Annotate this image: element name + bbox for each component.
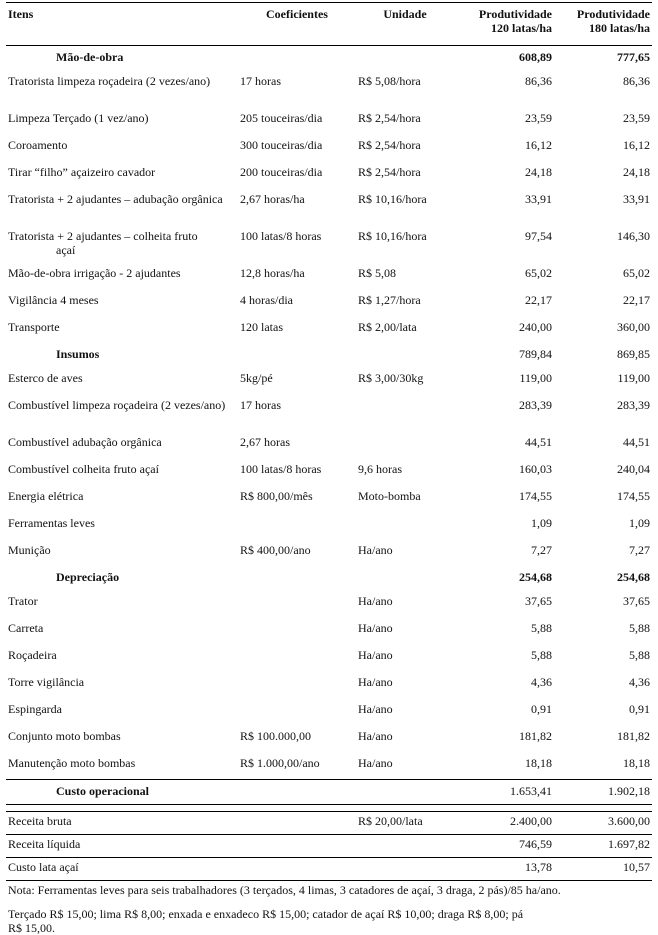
item-cell: Mão-de-obra irrigação - 2 ajudantes: [8, 266, 181, 280]
table-row: [6, 161, 652, 188]
table-row: [6, 590, 652, 617]
value-180-cell: 0,91: [629, 702, 650, 716]
section-value-180: 777,65: [617, 50, 650, 64]
section-label: Depreciação: [56, 570, 120, 584]
receita-bruta-label: Receita bruta: [6, 812, 356, 835]
custo-lata-180: 10,57: [554, 858, 652, 881]
value-120-cell: 65,02: [525, 266, 552, 280]
item-cell: Roçadeira: [8, 648, 57, 662]
coef-cell: R$ 100.000,00: [240, 729, 312, 743]
unid-cell: R$ 5,08: [358, 266, 397, 280]
item-text-continued: açaí: [56, 243, 76, 257]
header-prod2-line2: 180 latas/ha: [588, 21, 650, 35]
table-row: [6, 512, 652, 539]
note-line-2: Terçado R$ 15,00; lima R$ 8,00; enxada e enxadeco R$ 15,00; catador de açaí R$ 10,00; draga R$ 8,00; pá: [8, 907, 524, 921]
item-cell: Munição: [8, 543, 51, 557]
item-cell: Trator: [8, 594, 38, 608]
table-header-row: [6, 3, 652, 46]
coef-cell: [238, 617, 356, 644]
value-120-cell: 5,88: [531, 648, 552, 662]
table-row: [6, 752, 652, 780]
item-text: Tratorista + 2 ajudantes – colheita fruto: [8, 229, 198, 243]
value-180-cell: 18,18: [623, 756, 650, 770]
value-120-cell: 4,36: [531, 675, 552, 689]
coef-cell: 200 touceiras/dia: [240, 165, 323, 179]
item-cell: Tratorista + 2 ajudantes – adubação orgânica: [8, 192, 223, 206]
value-120-cell: 44,51: [525, 435, 552, 449]
value-120-cell: 22,17: [525, 293, 552, 307]
value-120-cell: 181,82: [519, 729, 552, 743]
coef-cell: 100 latas/8 horas: [240, 462, 322, 476]
value-120-cell: 18,18: [525, 756, 552, 770]
unid-cell: Ha/ano: [358, 648, 393, 662]
table-row: [6, 316, 652, 343]
value-180-cell: 7,27: [629, 543, 650, 557]
item-cell: [6, 225, 238, 262]
header-unidade: Unidade: [356, 3, 454, 46]
value-180-cell: 1,09: [629, 516, 650, 530]
item-cell: Tratorista limpeza roçadeira (2 vezes/ano): [8, 74, 211, 88]
section-value-180: 254,68: [617, 570, 650, 584]
coef-cell: 120 latas: [240, 320, 283, 334]
value-120-cell: 119,00: [519, 371, 552, 385]
header-produtividade-120: [454, 3, 554, 46]
coef-cell: [238, 512, 356, 539]
custo-operacional-row: [6, 780, 652, 805]
coef-cell: 4 horas/dia: [240, 293, 293, 307]
item-cell: Energia elétrica: [8, 489, 84, 503]
header-prod2-line1: Produtividade: [576, 7, 650, 21]
value-120-cell: 283,39: [519, 398, 552, 412]
spacer-row: [6, 805, 652, 812]
value-180-cell: 360,00: [617, 320, 650, 334]
custo-operacional-180: 1.902,18: [554, 780, 652, 805]
receita-liquida-label: Receita líquida: [6, 835, 454, 858]
unid-cell: Ha/ano: [358, 621, 393, 635]
table-row: [6, 394, 652, 431]
value-180-cell: 22,17: [623, 293, 650, 307]
value-180-cell: 24,18: [623, 165, 650, 179]
table-row: [6, 485, 652, 512]
value-180-cell: 181,82: [617, 729, 650, 743]
coef-cell: 300 touceiras/dia: [240, 138, 323, 152]
item-cell: Carreta: [8, 621, 44, 635]
value-180-cell: 5,88: [629, 621, 650, 635]
value-180-cell: 65,02: [623, 266, 650, 280]
value-180-cell: 4,36: [629, 675, 650, 689]
item-cell: Conjunto moto bombas: [8, 729, 121, 743]
receita-liquida-row: [6, 835, 652, 858]
section-label: Insumos: [56, 347, 100, 361]
table-row: [6, 431, 652, 458]
note-line-1: Nota: Ferramentas leves para seis trabalhadores (3 terçados, 4 limas, 3 catadores de açaí, 3 draga, 2 pás)/85 ha/ano.: [8, 883, 561, 897]
value-180-cell: 146,30: [617, 229, 650, 243]
table-row: [6, 107, 652, 134]
value-180-cell: 23,59: [623, 111, 650, 125]
table-row: [6, 262, 652, 289]
table-row: [6, 70, 652, 107]
value-120-cell: 0,91: [531, 702, 552, 716]
item-cell: Esterco de aves: [8, 371, 83, 385]
value-180-cell: 240,04: [617, 462, 650, 476]
value-180-cell: 119,00: [617, 371, 650, 385]
note-line-3: R$ 15,00.: [8, 921, 56, 935]
coef-cell: [238, 590, 356, 617]
item-cell: Tirar “filho” açaizeiro cavador: [8, 165, 156, 179]
unid-cell: R$ 3,00/30kg: [358, 371, 424, 385]
unid-cell: [356, 512, 454, 539]
table-row: [6, 134, 652, 161]
item-cell: Transporte: [8, 320, 60, 334]
coef-cell: 5kg/pé: [240, 371, 273, 385]
item-cell: Ferramentas leves: [8, 516, 95, 530]
value-120-cell: 5,88: [531, 621, 552, 635]
unid-cell: R$ 5,08/hora: [358, 74, 421, 88]
section-label: Mão-de-obra: [56, 50, 124, 64]
value-180-cell: 33,91: [623, 192, 650, 206]
unid-cell: R$ 2,00/lata: [358, 320, 417, 334]
value-120-cell: 174,55: [519, 489, 552, 503]
note-row: [6, 881, 652, 906]
value-180-cell: 283,39: [617, 398, 650, 412]
header-prod1-line2: 120 latas/ha: [490, 21, 552, 35]
cost-table: [6, 2, 652, 935]
section-row-depreciacao: [6, 566, 652, 590]
coef-cell: R$ 1.000,00/ano: [240, 756, 320, 770]
unid-cell: [356, 394, 454, 431]
unid-cell: Ha/ano: [358, 702, 393, 716]
section-value-120: 789,84: [519, 347, 552, 361]
custo-lata-row: [6, 858, 652, 881]
coef-cell: 17 horas: [240, 74, 281, 88]
item-cell: Torre vigilância: [8, 675, 85, 689]
coef-cell: 12,8 horas/ha: [240, 266, 305, 280]
header-coeficientes: Coeficientes: [238, 3, 356, 46]
value-180-cell: 16,12: [623, 138, 650, 152]
receita-liquida-180: 1.697,82: [554, 835, 652, 858]
table-row: [6, 671, 652, 698]
value-120-cell: 33,91: [525, 192, 552, 206]
header-produtividade-180: [554, 3, 652, 46]
unid-cell: Ha/ano: [358, 594, 393, 608]
table-row: [6, 458, 652, 485]
custo-operacional-label: Custo operacional: [6, 780, 454, 805]
value-120-cell: 160,03: [519, 462, 552, 476]
coef-cell: 17 horas: [240, 398, 281, 412]
table-row: [6, 725, 652, 752]
unid-cell: R$ 1,27/hora: [358, 293, 421, 307]
section-value-180: 869,85: [617, 347, 650, 361]
receita-bruta-row: [6, 812, 652, 835]
table-row: [6, 539, 652, 566]
value-120-cell: 240,00: [519, 320, 552, 334]
item-cell: Combustível colheita fruto açaí: [8, 462, 159, 476]
unid-cell: R$ 2,54/hora: [358, 138, 421, 152]
coef-cell: 100 latas/8 horas: [240, 229, 322, 243]
section-row-insumos: [6, 343, 652, 367]
table-row: [6, 617, 652, 644]
table-row: [6, 367, 652, 394]
item-cell: Limpeza Terçado (1 vez/ano): [8, 111, 149, 125]
coef-cell: [238, 671, 356, 698]
value-120-cell: 86,36: [525, 74, 552, 88]
custo-operacional-120: 1.653,41: [454, 780, 554, 805]
receita-bruta-180: 3.600,00: [554, 812, 652, 835]
table-row: [6, 698, 652, 725]
value-120-cell: 23,59: [525, 111, 552, 125]
value-120-cell: 97,54: [525, 229, 552, 243]
coef-cell: 205 touceiras/dia: [240, 111, 323, 125]
item-cell: Combustível adubação orgânica: [8, 435, 162, 449]
unid-cell: R$ 2,54/hora: [358, 165, 421, 179]
value-180-cell: 5,88: [629, 648, 650, 662]
receita-liquida-120: 746,59: [454, 835, 554, 858]
value-180-cell: 174,55: [617, 489, 650, 503]
note-block: [6, 905, 652, 935]
coef-cell: 2,67 horas: [240, 435, 290, 449]
item-cell: Vigilância 4 meses: [8, 293, 99, 307]
header-itens: Itens: [6, 3, 238, 46]
table-row: [6, 188, 652, 225]
spacer-cell: [6, 805, 652, 812]
value-180-cell: 86,36: [623, 74, 650, 88]
item-cell: Coroamento: [8, 138, 68, 152]
coef-cell: R$ 400,00/ano: [240, 543, 311, 557]
section-row-mao-de-obra: [6, 46, 652, 71]
table-row: [6, 644, 652, 671]
table-row: [6, 225, 652, 262]
custo-lata-120: 13,78: [454, 858, 554, 881]
value-120-cell: 7,27: [531, 543, 552, 557]
coef-cell: 2,67 horas/ha: [240, 192, 305, 206]
unid-cell: Ha/ano: [358, 756, 393, 770]
item-cell: Manutenção moto bombas: [8, 756, 136, 770]
item-cell: Combustível limpeza roçadeira (2 vezes/ano): [8, 398, 226, 412]
coef-cell: R$ 800,00/mês: [240, 489, 313, 503]
unid-cell: R$ 2,54/hora: [358, 111, 421, 125]
value-180-cell: 44,51: [623, 435, 650, 449]
coef-cell: [238, 644, 356, 671]
receita-bruta-unid: R$ 20,00/lata: [356, 812, 454, 835]
value-120-cell: 16,12: [525, 138, 552, 152]
unid-cell: R$ 10,16/hora: [358, 229, 427, 243]
section-value-120: 608,89: [519, 50, 552, 64]
table-row: [6, 289, 652, 316]
unid-cell: 9,6 horas: [358, 462, 402, 476]
unid-cell: Ha/ano: [358, 675, 393, 689]
unid-cell: Moto-bomba: [358, 489, 421, 503]
custo-lata-label: Custo lata açaí: [6, 858, 454, 881]
unid-cell: [356, 431, 454, 458]
value-120-cell: 1,09: [531, 516, 552, 530]
unid-cell: R$ 10,16/hora: [358, 192, 427, 206]
value-180-cell: 37,65: [623, 594, 650, 608]
header-prod1-line1: Produtividade: [478, 7, 552, 21]
unid-cell: Ha/ano: [358, 729, 393, 743]
value-120-cell: 37,65: [525, 594, 552, 608]
coef-cell: [238, 698, 356, 725]
item-cell: Espingarda: [8, 702, 62, 716]
unid-cell: Ha/ano: [358, 543, 393, 557]
note-row-2: [6, 905, 652, 935]
value-120-cell: 24,18: [525, 165, 552, 179]
receita-bruta-120: 2.400,00: [454, 812, 554, 835]
section-value-120: 254,68: [519, 570, 552, 584]
